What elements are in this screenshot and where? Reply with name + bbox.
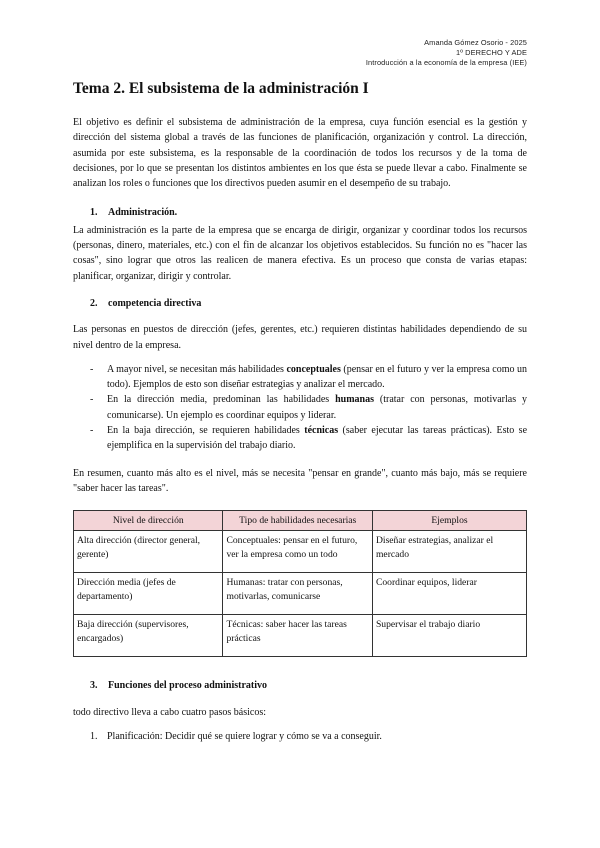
section-3-number: 3. — [90, 680, 98, 692]
table-cell: Supervisar el trabajo diario — [372, 615, 526, 657]
section-2-title: competencia directiva — [108, 297, 202, 309]
list-item-text: En la baja dirección, se requieren habilidades — [107, 425, 305, 437]
list-item — [73, 423, 527, 454]
skills-table — [73, 510, 527, 657]
section-3-heading — [90, 678, 527, 693]
step-text: Planificación: Decidir qué se quiere lograr y cómo se va a conseguir. — [107, 731, 382, 743]
table-header-row — [74, 511, 527, 531]
step-number: 1. — [90, 731, 98, 743]
table-cell: Baja dirección (supervisores, encargados) — [74, 615, 223, 657]
list-item — [73, 392, 527, 423]
skills-list — [73, 362, 527, 454]
section-2-heading — [90, 296, 527, 311]
list-item-emphasis: conceptuales — [286, 363, 341, 375]
section-1-paragraph: La administración es la parte de la empresa que se encarga de dirigir, organizar y coordinar todos los recursos (personas, dinero, materiales, etc.) con el fin de alcanzar los objetivos establecidos. Su función no es "hacer las cosas", sino lograr que otros las realicen de manera efectiva. Es un proceso que consta de varias etapas: planificar, organizar, dirigir y controlar. — [73, 224, 527, 282]
table-cell: Dirección media (jefes de departamento) — [74, 573, 223, 615]
section-2-summary: En resumen, cuanto más alto es el nivel, más se necesita "pensar en grande", cuanto más bajo, más se requiere "saber hacer las tareas". — [73, 467, 527, 494]
section-1-number: 1. — [90, 207, 98, 219]
table-cell: Coordinar equipos, liderar — [372, 573, 526, 615]
table-cell: Alta dirección (director general, gerente) — [74, 531, 223, 573]
document-header — [366, 38, 527, 68]
section-1-heading — [90, 205, 527, 220]
table-cell: Humanas: tratar con personas, motivarlas, comunicarse — [223, 573, 372, 615]
list-item — [73, 729, 527, 744]
section-2-paragraph: Las personas en puestos de dirección (jefes, gerentes, etc.) requieren distintas habilidades dependiendo de su nivel dentro de la empresa. — [73, 324, 527, 351]
section-2-number: 2. — [90, 297, 98, 309]
process-steps-list — [73, 729, 527, 744]
list-item-text: (tratar con personas, motivarlas y comunicarse). Un ejemplo es coordinar equipos y liderar. — [107, 394, 527, 421]
list-item-text: (pensar en el futuro y ver la empresa como un todo). Ejemplos de esto son diseñar estrategias y analizar el mercado. — [107, 363, 527, 391]
header-course: Introducción a la economía de la empresa (IEE) — [365, 58, 527, 67]
header-degree: 1º DERECHO Y ADE — [456, 48, 527, 57]
intro-paragraph: El objetivo es definir el subsistema de administración de la empresa, cuya función esencial es la gestión y dirección del sistema global a través de las funciones de planificación, organización y control. La dirección, asumida por este subsistema, es la responsable de la coordinación de todos los recursos y de la toma de decisiones, por lo que se presentan los distintos ambientes en los que ésta se puede llevar a cabo. Finalmente se analizan los roles o funciones que los directivos pueden asumir en el desempeño de su trabajo. — [73, 117, 527, 190]
list-item-emphasis: técnicas — [304, 425, 339, 437]
header-author: Amanda Gómez Osorio - 2025 — [424, 38, 527, 47]
table-row — [74, 615, 527, 657]
document-body — [73, 115, 527, 744]
table-cell: Conceptuales: pensar en el futuro, ver la empresa como un todo — [223, 531, 372, 573]
table-header-cell: Nivel de dirección — [74, 511, 223, 531]
list-item-text: A mayor nivel, se necesitan más habilidades — [107, 363, 287, 375]
table-header-cell: Tipo de habilidades necesarias — [223, 511, 372, 531]
list-item — [73, 362, 527, 393]
table-cell: Diseñar estrategias, analizar el mercado — [372, 531, 526, 573]
section-1-title: Administración. — [108, 207, 178, 219]
list-item-text: En la dirección media, predominan las habilidades — [107, 394, 336, 406]
table-row — [74, 531, 527, 573]
table-cell: Técnicas: saber hacer las tareas prácticas — [223, 615, 372, 657]
table-row — [74, 573, 527, 615]
page-title: Tema 2. El subsistema de la administración I — [73, 80, 369, 97]
list-item-text: (saber ejecutar las tareas prácticas). Esto se ejemplifica en la supervisión del trabajo diario. — [107, 425, 528, 452]
section-3-title: Funciones del proceso administrativo — [108, 680, 267, 692]
list-item-emphasis: humanas — [335, 394, 374, 406]
section-3-paragraph: todo directivo lleva a cabo cuatro pasos básicos: — [73, 706, 266, 718]
table-header-cell: Ejemplos — [372, 511, 526, 531]
